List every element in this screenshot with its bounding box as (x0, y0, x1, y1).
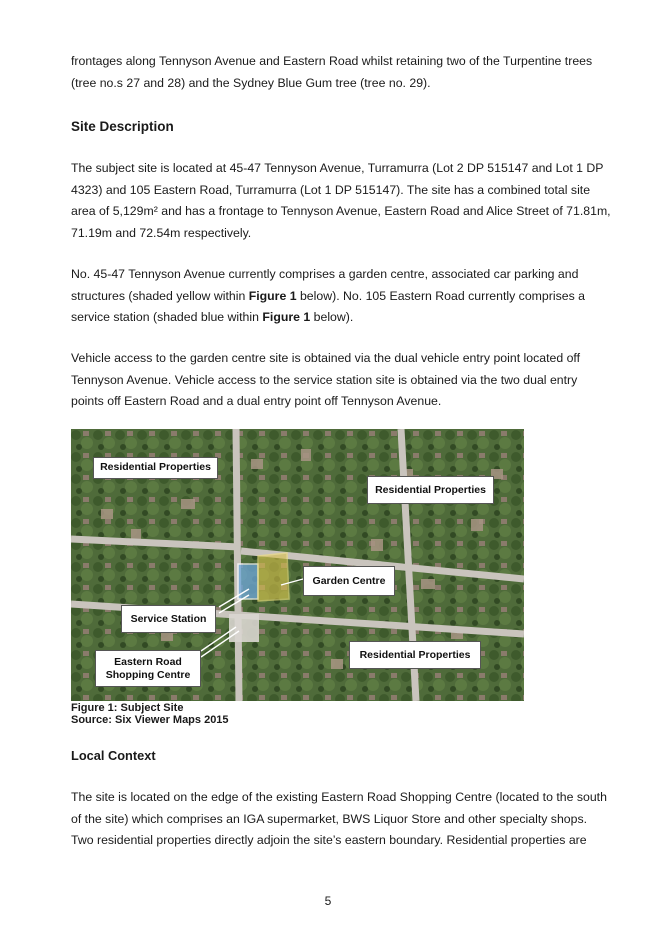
garden-centre-shading (258, 553, 289, 601)
site-paragraph-1: The subject site is located at 45-47 Tennyson Avenue, Turramurra (Lot 2 DP 515147 and Lot 1 DP 4323) and 105 Eastern Road, Turramurra (Lot 1 DP 515147). The site has a combined total site area of 5,129m² and has a frontage to Tennyson Avenue, Eastern Road and Alice Street of 71.81m, 71.19m and 72.54m respectively. (71, 161, 611, 240)
site-paragraph-2-part-c: below). No. 105 Eastern Road currently comprises a service station (shaded blue within (71, 288, 585, 324)
page-number: 5 (324, 894, 332, 908)
callout-residential-northeast: Residential Properties (367, 476, 494, 504)
figure-caption-source: Source: Six Viewer Maps 2015 (71, 714, 229, 726)
callout-garden-centre: Garden Centre (303, 566, 395, 596)
callout-residential-northwest: Residential Properties (93, 457, 218, 479)
callout-residential-southeast: Residential Properties (349, 641, 481, 669)
aerial-map-figure (71, 429, 524, 701)
callout-service-station: Service Station (121, 605, 216, 633)
site-paragraph-2 (71, 264, 611, 329)
figure-ref-2: Figure 1 (262, 310, 311, 324)
site-paragraph-2-part-e: below). (310, 310, 354, 324)
intro-paragraph: frontages along Tennyson Avenue and Eastern Road whilst retaining two of the Turpentine trees (tree no.s 27 and 28) and the Sydney Blue Gum tree (tree no. 29). (71, 54, 593, 90)
local-context-heading: Local Context (71, 748, 156, 763)
site-paragraph-3: Vehicle access to the garden centre site is obtained via the dual vehicle entry point located off Tennyson Avenue. Vehicle access to the service station site is obtained via the two dual entry points off Eastern Road and a dual entry point off Tennyson Avenue. (71, 351, 581, 408)
figure-ref-1: Figure 1 (248, 288, 297, 303)
site-description-heading: Site Description (71, 119, 174, 134)
local-context-paragraph: The site is located on the edge of the existing Eastern Road Shopping Centre (located to the south of the site) which comprises an IGA supermarket, BWS Liquor Store and other specialty shops. Two residential properties directly adjoin the site’s eastern boundary. Residential properties are (71, 790, 607, 847)
callout-shopping-centre: Eastern Road Shopping Centre (95, 650, 201, 687)
figure-caption-title: Figure 1: Subject Site (71, 702, 184, 714)
site-paragraph-2-part-a: No. 45-47 Tennyson Avenue currently comprises a garden centre, associated car parking and structures (shaded yellow within (71, 267, 579, 303)
